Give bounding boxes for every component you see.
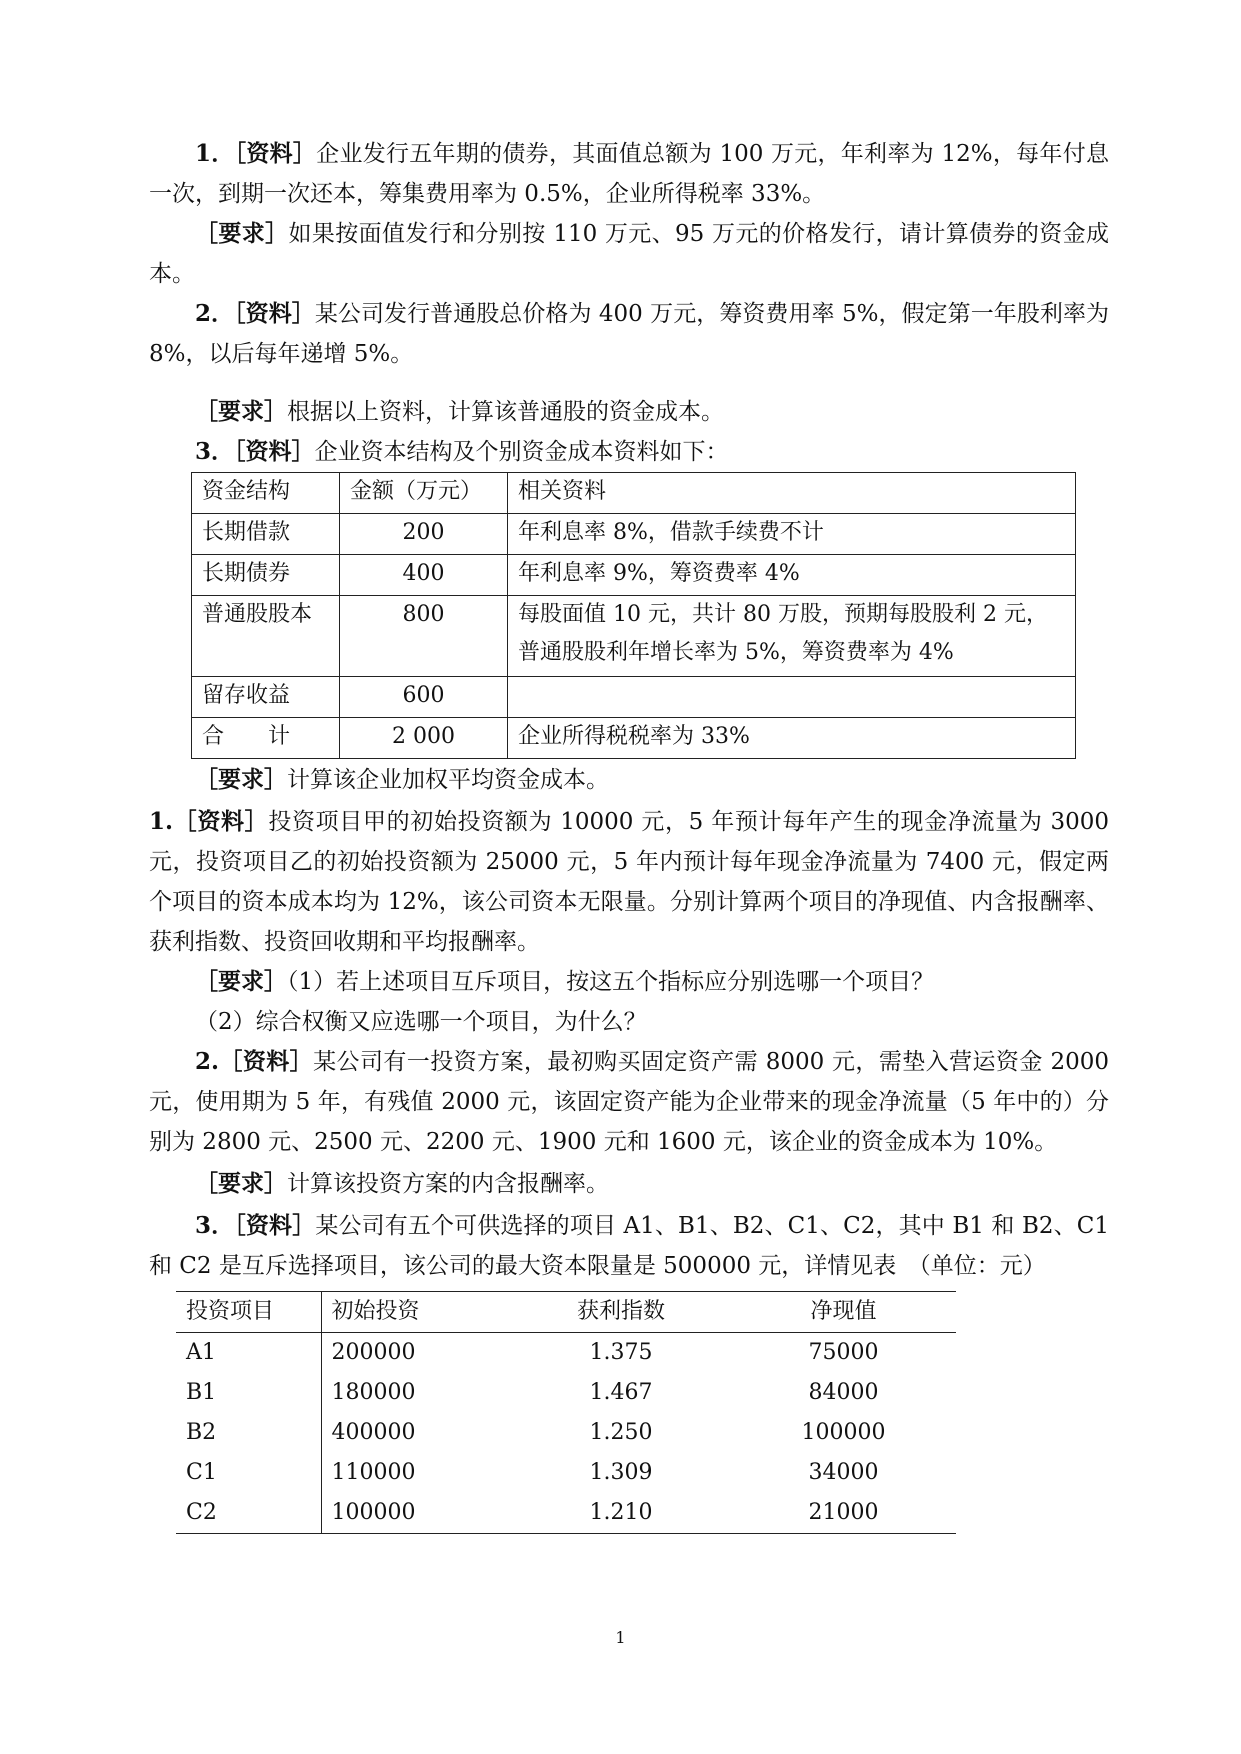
table-header-cell: 资金结构 (192, 473, 340, 514)
table-cell: 普通股股本 (192, 596, 340, 677)
paragraph-irr-material (149, 1042, 1109, 1162)
table-row (192, 514, 1076, 555)
table-row (192, 677, 1076, 718)
table-header-cell: 金额（万元） (340, 473, 508, 514)
requirement-tag: ［要求］ (195, 220, 289, 247)
table-cell: B1 (176, 1373, 321, 1413)
table-cell: 留存收益 (192, 677, 340, 718)
material-tag: ［资料］ (173, 808, 269, 835)
table-cell: 200000 (331, 1340, 416, 1365)
material-tag: ［资料］ (234, 300, 315, 327)
table-cell: 长期借款 (192, 514, 340, 555)
table-cell: C2 (176, 1493, 321, 1534)
table-cell: 800 (340, 596, 508, 677)
table-cell: 长期债券 (192, 555, 340, 596)
paragraph-text: 某公司有一投资方案，最初购买固定资产需 8000 元，需垫入营运资金 2000 元，使用期为 5 年，有残值 2000 元，该固定资产能为企业带来的现金净流量（5 年中的）分别为 2800 元、2500 元、2200 元、1900 元和 1600 元，该企业的资金成本为 10%。 (149, 1049, 1110, 1155)
paragraph-text: 计算该企业加权平均资金成本。 (287, 767, 609, 793)
paragraph-text: 投资项目甲的初始投资额为 10000 元，5 年预计每年产生的现金净流量为 3000 元，投资项目乙的初始投资额为 25000 元，5 年内预计每年现金净流量为 7400 元，假定两个项目的资本成本均为 12%，该公司资本无限量。分别计算两个项目的净现值、内含报酬率、获利指数、投资回收期和平均报酬率。 (149, 809, 1110, 955)
paragraph-text: （2）综合权衡又应选哪一个项目，为什么？ (195, 1009, 647, 1035)
paragraph-text: 计算该投资方案的内含报酬率。 (287, 1171, 609, 1197)
table-row (176, 1453, 956, 1493)
paragraph-text: （1）若上述项目互斥项目，按这五个指标应分别选哪一个项目？ (287, 969, 935, 995)
table-cell: 100000 (801, 1420, 886, 1445)
requirement-tag: ［要求］ (195, 968, 287, 995)
paragraph-project-material (149, 802, 1109, 962)
item-number: 1． (195, 140, 235, 167)
table-cell: 1.210 (511, 1493, 731, 1534)
table-cell: 每股面值 10 元，共计 80 万股，预期每股股利 2 元，普通股股利年增长率为 5%，筹资费率为 4% (508, 596, 1076, 677)
paragraph-wacc-requirement (149, 760, 1109, 800)
table-cell: 年利息率 8%，借款手续费不计 (508, 514, 1076, 555)
capital-structure-table (191, 472, 1076, 759)
table-header-cell: 净现值 (731, 1292, 956, 1333)
table-cell: 400 (340, 555, 508, 596)
table-row (176, 1373, 956, 1413)
table-row (192, 718, 1076, 759)
table-header-cell: 初始投资 (321, 1292, 511, 1333)
paragraph-capital-structure-material (149, 432, 1109, 472)
paragraph-stock-requirement (149, 392, 1109, 432)
table-cell: 2 000 (340, 718, 508, 759)
table-cell: 400000 (331, 1420, 416, 1445)
table-row (176, 1493, 956, 1534)
table-cell: B2 (176, 1413, 321, 1453)
table-row (192, 596, 1076, 677)
material-tag: ［资料］ (219, 1048, 314, 1075)
item-number: 2. (195, 1048, 220, 1075)
table-cell: 100000 (321, 1493, 511, 1534)
table-cell: 110000 (331, 1460, 416, 1485)
paragraph-text: 企业资本结构及个别资金成本资料如下： (314, 439, 729, 465)
page-number: 1 (615, 1628, 626, 1647)
item-number: 3． (195, 1212, 235, 1239)
paragraph-text: 根据以上资料，计算该普通股的资金成本。 (287, 399, 724, 425)
material-tag: ［资料］ (234, 1212, 316, 1239)
table-header-row (176, 1292, 956, 1333)
table-header-row (192, 473, 1076, 514)
table-cell: A1 (176, 1333, 321, 1374)
table-row (176, 1333, 956, 1374)
requirement-tag: ［要求］ (195, 398, 287, 425)
table-cell: 1.309 (589, 1460, 653, 1485)
table-cell: 180000 (331, 1380, 416, 1405)
item-number: 3． (195, 438, 235, 465)
table-cell: 1.467 (589, 1380, 653, 1405)
table-cell: C1 (176, 1453, 321, 1493)
table-cell: 75000 (808, 1340, 879, 1365)
paragraph-bond-requirement (149, 214, 1109, 294)
item-number: 2． (195, 300, 235, 327)
paragraph-text: 如果按面值发行和分别按 110 万元、95 万元的价格发行，请计算债券的资金成本。 (149, 221, 1110, 287)
table-cell (508, 677, 1076, 718)
paragraph-bond-material (149, 134, 1109, 214)
material-tag: ［资料］ (234, 140, 317, 167)
paragraph-project-requirement-1 (149, 962, 1109, 1002)
table-cell: 21000 (731, 1493, 956, 1534)
item-number: 1. (149, 808, 174, 835)
table-cell: 200 (340, 514, 508, 555)
paragraph-text: 某公司发行普通股总价格为 400 万元，筹资费用率 5%，假定第一年股利率为 8%，以后每年递增 5%。 (149, 301, 1110, 367)
table-cell: 600 (340, 677, 508, 718)
paragraph-text: 某公司有五个可供选择的项目 A1、B1、B2、C1、C2，其中 B1 和 B2、C1 和 C2 是互斥选择项目，该公司的最大资本限量是 500000 元，详情见表 （单位：元） (149, 1213, 1109, 1279)
table-cell: 1.375 (589, 1340, 653, 1365)
paragraph-capital-rationing-material (149, 1206, 1109, 1286)
table-cell: 年利息率 9%，筹资费率 4% (508, 555, 1076, 596)
table-header-cell: 获利指数 (511, 1292, 731, 1333)
table-cell: 企业所得税税率为 33% (508, 718, 1076, 759)
investment-projects-table (176, 1291, 956, 1534)
table-header-cell: 投资项目 (176, 1292, 321, 1333)
table-row (192, 555, 1076, 596)
table-cell: 84000 (808, 1380, 879, 1405)
table-cell: 34000 (808, 1460, 879, 1485)
material-tag: ［资料］ (234, 438, 315, 465)
paragraph-irr-requirement (149, 1164, 1109, 1204)
table-header-cell: 相关资料 (508, 473, 1076, 514)
table-row (176, 1413, 956, 1453)
table-cell: 1.250 (589, 1420, 653, 1445)
requirement-tag: ［要求］ (195, 1170, 287, 1197)
paragraph-project-requirement-2 (149, 1002, 1109, 1042)
paragraph-stock-material (149, 294, 1109, 374)
table-cell: 合 计 (192, 718, 340, 759)
paragraph-text: 企业发行五年期的债券，其面值总额为 100 万元，年利率为 12%，每年付息一次，到期一次还本，筹集费用率为 0.5%，企业所得税率 33%。 (149, 141, 1109, 207)
requirement-tag: ［要求］ (195, 766, 287, 793)
